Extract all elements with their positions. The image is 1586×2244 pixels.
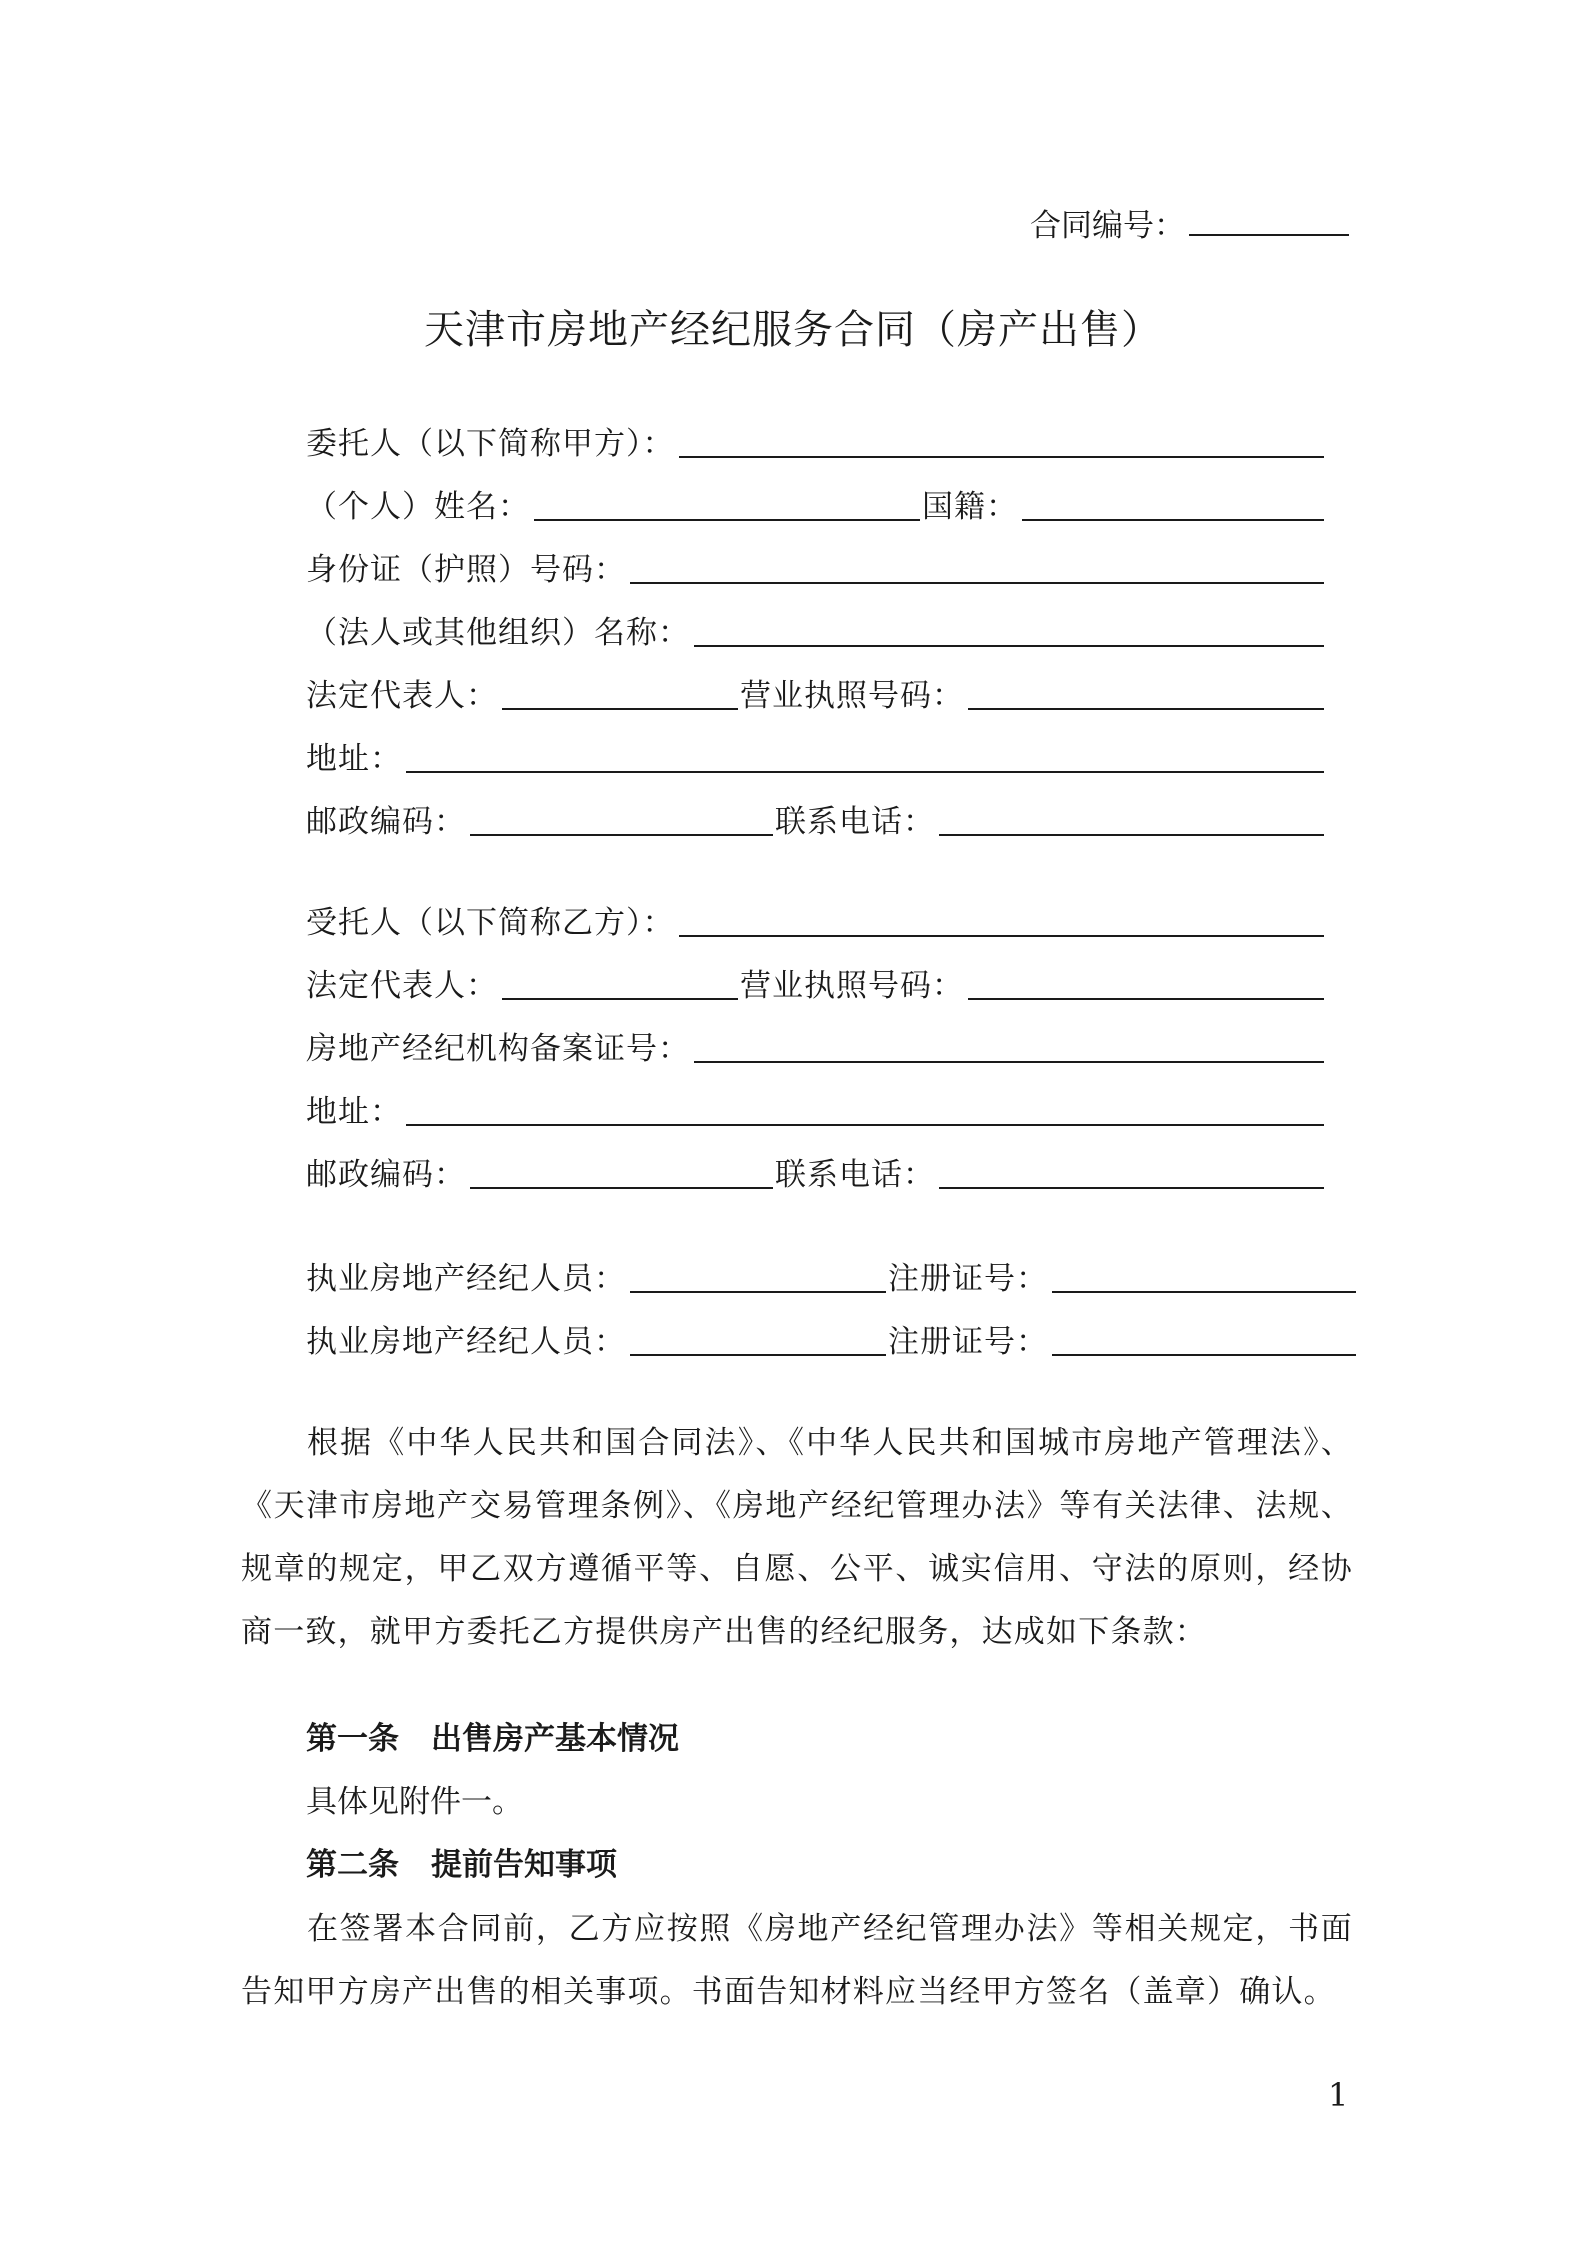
- party-b-phone-label: 联系电话：: [775, 1157, 935, 1193]
- article-2-title: 提前告知事项: [431, 1847, 617, 1883]
- preamble-text: 根据《中华人民共和国合同法》、《中华人民共和国城市房地产管理法》、《天津市房地产交易管理条例》、《房地产经纪管理办法》等有关法律、法规、规章的规定，甲乙双方遵循平等、自愿、公平、诚实信用、守法的原则，经协商一致，就甲方委托乙方提供房产出售的经纪服务，达成如下条款：: [241, 1425, 1353, 1650]
- document-title: 天津市房地产经纪服务合同（房产出售）: [424, 307, 1162, 353]
- party-a-name-line: [306, 481, 1326, 527]
- article-1-number: 第一条: [306, 1721, 399, 1757]
- party-a-nationality-blank[interactable]: [1022, 489, 1324, 521]
- party-a-name-blank[interactable]: [534, 489, 920, 521]
- article-2-paragraph: [241, 1898, 1353, 2024]
- party-b-agent-label: 受托人（以下简称乙方）：: [306, 905, 675, 941]
- party-b-address-line: [306, 1086, 1326, 1132]
- article-1-title: 出售房产基本情况: [431, 1721, 679, 1757]
- party-a-legal-rep-blank[interactable]: [502, 678, 738, 710]
- party-a-id-line: [306, 544, 1326, 590]
- party-a-principal-line: [306, 418, 1326, 464]
- party-a-phone-blank[interactable]: [939, 804, 1324, 836]
- broker-line: [306, 1253, 1358, 1299]
- article-1-body: 具体见附件一。: [306, 1784, 523, 1820]
- party-b-phone-blank[interactable]: [939, 1157, 1324, 1189]
- page-number: 1: [1328, 2076, 1349, 2114]
- party-a-address-line: [306, 733, 1326, 779]
- broker-label: 执业房地产经纪人员：: [306, 1261, 626, 1297]
- party-b-postcode-label: 邮政编码：: [306, 1157, 466, 1193]
- article-1-heading: [306, 1716, 679, 1762]
- party-a-postcode-line: [306, 796, 1326, 842]
- party-b-license-label: 营业执照号码：: [740, 968, 964, 1004]
- contract-number-blank[interactable]: [1189, 200, 1349, 236]
- broker-reg-blank[interactable]: [1052, 1324, 1356, 1356]
- party-b-legal-rep-label: 法定代表人：: [306, 968, 498, 1004]
- article-2-number: 第二条: [306, 1847, 399, 1883]
- party-a-id-label: 身份证（护照）号码：: [306, 552, 626, 588]
- party-b-record-line: [306, 1023, 1326, 1069]
- party-b-postcode-line: [306, 1149, 1326, 1195]
- party-b-legal-rep-blank[interactable]: [502, 968, 738, 1000]
- broker-name-blank[interactable]: [630, 1261, 886, 1293]
- party-a-legal-rep-line: [306, 670, 1326, 716]
- party-b-agent-line: [306, 897, 1326, 943]
- broker-label: 执业房地产经纪人员：: [306, 1324, 626, 1360]
- party-a-principal-label: 委托人（以下简称甲方）：: [306, 426, 675, 462]
- party-a-postcode-blank[interactable]: [470, 804, 773, 836]
- party-a-legal-rep-label: 法定代表人：: [306, 678, 498, 714]
- contract-number-label: 合同编号：: [1030, 208, 1185, 244]
- party-a-org-line: [306, 607, 1326, 653]
- party-b-postcode-blank[interactable]: [470, 1157, 773, 1189]
- party-b-address-blank[interactable]: [406, 1094, 1324, 1126]
- party-b-address-label: 地址：: [306, 1094, 402, 1130]
- party-a-nationality-label: 国籍：: [922, 489, 1018, 525]
- party-b-record-label: 房地产经纪机构备案证号：: [306, 1031, 690, 1067]
- article-2-body: 在签署本合同前，乙方应按照《房地产经纪管理办法》等相关规定，书面告知甲方房产出售的相关事项。书面告知材料应当经甲方签名（盖章）确认。: [241, 1911, 1353, 2010]
- party-a-principal-blank[interactable]: [679, 426, 1325, 458]
- party-a-id-blank[interactable]: [630, 552, 1324, 584]
- party-a-org-blank[interactable]: [694, 615, 1324, 647]
- party-b-legal-rep-line: [306, 960, 1326, 1006]
- party-a-name-label: （个人）姓名：: [306, 489, 530, 525]
- broker-reg-label: 注册证号：: [888, 1324, 1048, 1360]
- party-a-address-blank[interactable]: [406, 741, 1324, 773]
- contract-number: [1030, 200, 1349, 249]
- article-2-heading: [306, 1842, 617, 1888]
- party-a-postcode-label: 邮政编码：: [306, 804, 466, 840]
- party-b-record-blank[interactable]: [694, 1031, 1324, 1063]
- party-a-license-blank[interactable]: [968, 678, 1324, 710]
- party-b-license-blank[interactable]: [968, 968, 1324, 1000]
- party-a-address-label: 地址：: [306, 741, 402, 777]
- broker-reg-blank[interactable]: [1052, 1261, 1356, 1293]
- broker-line: [306, 1316, 1358, 1362]
- broker-name-blank[interactable]: [630, 1324, 886, 1356]
- party-a-org-label: （法人或其他组织）名称：: [306, 615, 690, 651]
- party-b-agent-blank[interactable]: [679, 905, 1325, 937]
- party-a-license-label: 营业执照号码：: [740, 678, 964, 714]
- broker-reg-label: 注册证号：: [888, 1261, 1048, 1297]
- party-a-phone-label: 联系电话：: [775, 804, 935, 840]
- preamble-paragraph: [241, 1412, 1353, 1664]
